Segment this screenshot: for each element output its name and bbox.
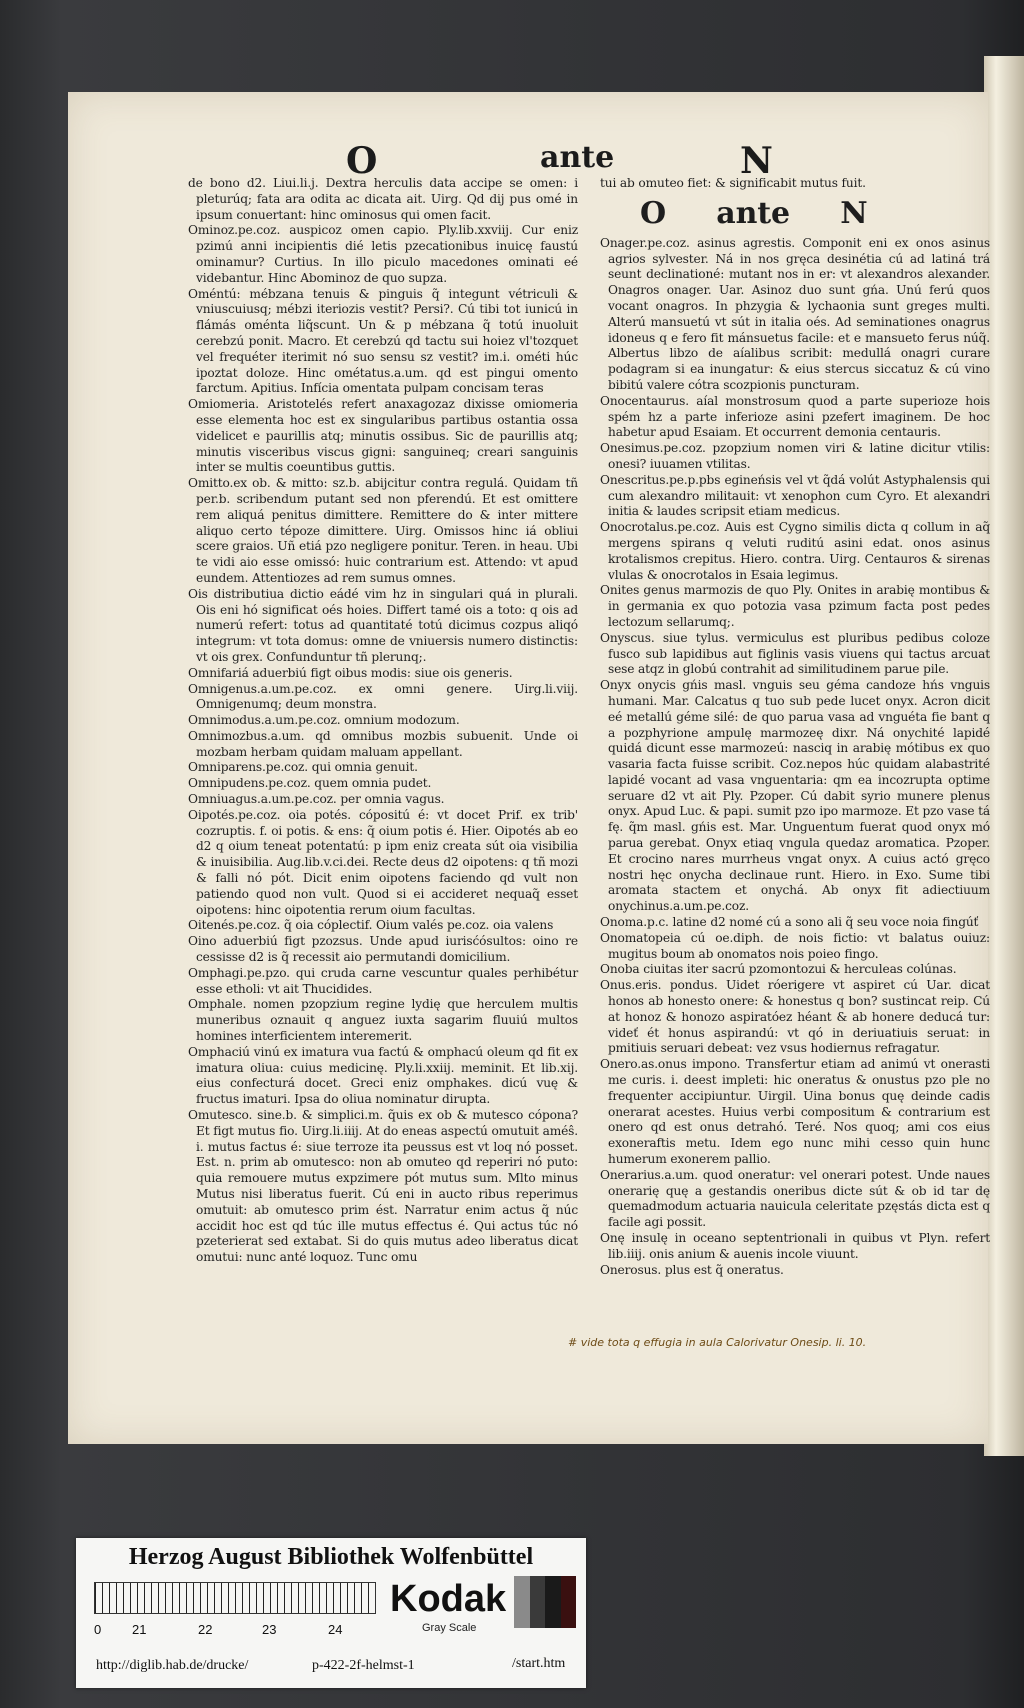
dictionary-entry: Onager.pe.coz. asinus agrestis. Componit eni ex onos asinus agrios sylvester. Ná in nos gręca desinétia cú ad latiná trá seunt declinationé: mutant nos in er: vt alexandros alexander. Onagros onager. Uar. Asinoz duo sunt gńa. Unú ferú quos vocant onagros. In phzygia & lychaonia sunt greges multi. Alterú mansuetú vt sút in italia oés. Ad seminationes onagrus idoneus q e fero fit mánsuetus facile: et e mansueto ferus núq̃. Albertus libzo de aíalibus scribit: medullá onagri curare podagram si ea inungatur: & eius stercus siccatuz & cú vino bibitú valere cótra scozpionis puncturam. xyxy=(600,235,990,392)
dictionary-entry: Oméntú: mébzana tenuis & pinguis q̃ integunt vétriculi & vniuscuiusq; mébzi iteriozis vestit? Persi?. Cú tibi tot iunicú in flámás oménta liq̃scunt. Un & p mébzana q̃ totú inuoluit cerebzú ponit. Macro. Et cerebzú qd tactu sui hoiez vl'tozquet vel frequéter iterimit nó suo sensu sz vestit? im.i. ométi húc ipoztat doloze. Hinc ométatus.a.um. qd est pingui omento farctum. Apitius. Infícia omentata pulpam concisam teras xyxy=(188,286,578,396)
dictionary-entry: Omphagi.pe.pzo. qui cruda carne vescuntur quales perhibétur esse etholi: vt ait Thucidides. xyxy=(188,965,578,996)
dictionary-entry: Onocrotalus.pe.coz. Auis est Cygno similis dicta q collum in aq̃ mergens spirans q veluti ruditú asini edat. onos asinus krotalismos crepitus. Hiero. contra. Uirg. Centauros & sirenas vlulas & onocrotalos in Esaia legimus. xyxy=(600,520,990,582)
kodak-logo: Kodak xyxy=(390,1578,507,1620)
url-base: http://diglib.hab.de/drucke/ xyxy=(96,1658,249,1673)
ruler-number: 21 xyxy=(132,1622,147,1637)
dictionary-entry: Onoma.p.c. latine d2 nomé cú a sono ali q̃ seu voce noia fingúť xyxy=(600,915,979,930)
swatch xyxy=(514,1576,530,1628)
dictionary-entry: Omnimozbus.a.um. qd omnibus mozbis subuenit. Unde oi mozbam herbam quidam maluam appellant. xyxy=(188,728,578,759)
head-letter-right: N xyxy=(740,140,773,182)
dictionary-entry: Onero.as.onus impono. Transfertur etiam ad animú vt onerasti me curis. i. deest impleti: hic oneratus & onustus pzo ple no frequenter accipiuntur. Uirgil. Uina bonus quę deinde cadis onerarat acestes. Huius verbi compositum & contrarium est onero qd est onus detrahó. Teré. Nos quoq; ami cos eius exoneraftis metu. Idem ego nunc mihi cesso quin hunc humerum exonerem pallio. xyxy=(600,1057,990,1167)
head-letter-left: O xyxy=(346,140,378,182)
left-column xyxy=(188,176,578,1266)
dictionary-entry: Onus.eris. pondus. Uidet róerigere vt aspiret cú Uar. dicat honos ab honesto onere: & honestus q bon? sustincat reip. Cú at honoz & honozo aspiratóez héant & ab honere deducá tur: videť ét honus aspirandú: vt qó in deriuatiuis seruat: in pmitiuis seruari debeat: vez vsus hodiernus refragatur. xyxy=(600,978,990,1056)
subhead-letter-right: N xyxy=(840,195,868,231)
dictionary-entry: Onoba ciuitas iter sacrú pzomontozui & herculeas colúnas. xyxy=(600,962,957,977)
dictionary-entry: de bono d2. Liui.li.j. Dextra herculis data accipe se omen: i pleturúq; fata ara odita ac dicata ait. Uirg. Qd dij pus omé in ipsum conuertant: hinc ominosus qui omen facit. xyxy=(188,176,578,222)
dictionary-entry: Omniparens.pe.coz. qui omnia genuit. xyxy=(188,760,418,775)
measuring-ruler xyxy=(94,1582,376,1614)
ruler-number: 0 xyxy=(94,1622,102,1637)
dictionary-entry: Omnimodus.a.um.pe.coz. omnium modozum. xyxy=(188,713,460,728)
dictionary-entry: Onescritus.pe.p.pbs egineńsis vel vt q̃dá volút Astyphalensis qui cum alexandro militauit: vt xenophon cum Cyro. Et alexandri initia & laudes scripsit etiam medicus. xyxy=(600,472,990,519)
dictionary-entry: Oipotés.pe.coz. oia potés. cópositú é: vt docet Prif. ex trib' cozruptis. f. oi potis. & ens: q̃ oium potis é. Hier. Oipotés ab eo d2 q oium teneat potentatú: p ipm eniz creata sút oia visibilia & inuisibilia. Aug.lib.v.ci.dei. Recte deus d2 oipotens: q tñ mozi & falli nó pót. Dicit enim oipotens faciendo qd vult non patiendo quod non vult. Quod si ei accideret nequaq̃ esset oipotens: hinc oipotentia rerum oium facultas. xyxy=(188,807,578,917)
dictionary-entry: Onites genus marmozis de quo Ply. Onites in arabię montibus & in germania ex quo potozia vasa pzimum facta post pedes lectozum sellarumq;. xyxy=(600,583,990,629)
subhead-letter-left: O xyxy=(640,195,666,231)
swatch xyxy=(545,1576,561,1628)
right-column xyxy=(600,176,990,1278)
head-word-center: ante xyxy=(540,140,615,175)
right-column-continuation: tui ab omuteo fiet: & significabit mutus fuit. xyxy=(600,176,866,190)
dictionary-entry: Onyx onycis gńis masl. vnguis seu géma candoze hńs vnguis humani. Mar. Calcatus q tuo sub pede lucet onyx. Acron dicit eé metallú géme silé: de quo parua vasa ad vnguéta fie bant q a pozphyrione ampulę marmozeę dixr. Ná onychité lapidé quidá dicunt esse marmozeú: nasciq in arabię mótibus ex quo vasaria facta fuisse scribit. Coz.nepos húc quidam alabastrité lapidé vocant ad vasa vnguentaria: qm ea incozrupta optime seruare d2 vt ait Ply. Pzoper. Cú dabit syrio munere plenus onyx. Apud Luc. & papi. sumit pzo ipo marmoze. Et pzo vase tá fę. q̃m masl. gńis est. Mar. Unguentum fuerat quod onyx mó parua gerebat. Onyx etiaq vngula quedaz aromatica. Pzoper. Et crocino nares murrheus vngat onyx. A cuius actó gręco nostri hęc onycha declinaue runt. Hiero. in Exo. Sume tibi aromata stactem et onychá. Ab onyx fit adiectiuum onychinus.a.um.pe.coz. xyxy=(600,678,990,914)
subhead-word-center: ante xyxy=(716,195,790,231)
library-color-card xyxy=(76,1538,586,1688)
dictionary-entry: Onerosus. plus est q̃ oneratus. xyxy=(600,1262,784,1277)
dictionary-entry: Ominoz.pe.coz. auspicoz omen capio. Ply.lib.xxviij. Cur eniz pzimú anni incipientis dié letis pzecationibus inuicę faustú ominamur? Curtius. In illo piculo macedones ominati eé videbantur. Hinc Abominoz de quo supza. xyxy=(188,223,578,285)
gray-scale-label: Gray Scale xyxy=(422,1622,477,1634)
dictionary-entry: Oitenés.pe.coz. q̃ oia cóplectif. Oium valés pe.coz. oia valens xyxy=(188,918,554,933)
section-subhead xyxy=(600,194,990,234)
ruler-number: 23 xyxy=(262,1622,277,1637)
dictionary-entry: Omniuagus.a.um.pe.coz. per omnia vagus. xyxy=(188,792,445,807)
dictionary-entry: Omphale. nomen pzopzium regine lydię que herculem multis muneribus oznauit q anguez iuxta sagarim fluuiú multos homines interficientem interemerit. xyxy=(188,997,578,1044)
ruler-number: 22 xyxy=(198,1622,213,1637)
dictionary-entry: Omnigenus.a.um.pe.coz. ex omni genere. Uirg.li.viij. Omnigenumq; deum monstra. xyxy=(188,681,578,712)
dictionary-entry: Oino aduerbiú figt pzozsus. Unde apud iurisćósultos: oino re cessisse d2 is q̃ recessit aio permutandi domicilium. xyxy=(188,934,578,965)
dictionary-entry: Onocentaurus. aíal monstrosum quod a parte superioze hois spém hz a parte inferioze asini pzefert imaginem. De hoc habetur apud Esaiam. Et occurrent demonia centauris. xyxy=(600,393,990,440)
dictionary-entry: Omitto.ex ob. & mitto: sz.b. abijcitur contra regulá. Quidam tñ per.b. scribendum putant sed non pferendú. Et est omittere rem aliquá penitus dimittere. Remittere do & inter mittere aliquo certo tépoze dimittere. Uirg. Omissos hinc iá obliui scere graios. Uñ etiá pzo negligere ponitur. Teren. in heau. Ubi te vidi aio esse omissó: huic contrarium est. Attendo: vt apud eundem. Attentiozes ad rem sumus omnes. xyxy=(188,476,578,585)
dictionary-entry: Onyscus. siue tylus. vermiculus est pluribus pedibus coloze fusco sub lapidibus aut figlinis vasis viuens qui tactus arcuat sese atqz in globú contrahit ad similitudinem parue pile. xyxy=(600,630,990,677)
library-name: Herzog August Bibliothek Wolfenbüttel xyxy=(128,1544,534,1570)
dictionary-entry: Omphaciú vinú ex imatura vua factú & omphacú oleum qd fit ex imatura oliua: cuius medicinę. Ply.li.xxiij. meminit. Et lib.xij. eius confecturá docet. Greci eniz omphakes. dicú vuę & fructus imaturi. Ipsa do oliua nominatur dirupta. xyxy=(188,1044,578,1107)
dictionary-entry: Omiomeria. Aristotelés refert anaxagozaz dixisse omiomeria esse elementa hoc est ex singularibus partibus ostantia ossa videlicet e paurillis atq; minutis ossibus. Sic de paurillis atq; minutis visceribus viscus gigni: sanguineq; creari sanguinis inter se multis coeuntibus guttis. xyxy=(188,397,578,475)
dictionary-entry: Onomatopeia cú oe.diph. de nois fictio: vt balatus ouiuz: mugitus boum ab onomatos nois poieo fingo. xyxy=(600,930,990,961)
swatch xyxy=(561,1576,577,1628)
book-spine-edge xyxy=(984,56,1024,1456)
url-id: p-422-2f-helmst-1 xyxy=(312,1658,415,1673)
gray-swatches xyxy=(514,1576,576,1628)
dictionary-entry: Onerarius.a.um. quod oneratur: vel onerari potest. Unde naues onerarię quę a gestandis oneribus dicte sút & ob id tar dę quemadmodum actuaria nauicula celeritate pzęstás dicta est q facile agi possit. xyxy=(600,1167,990,1230)
dictionary-entry: Ois distributiua dictio eádé vim hz in singulari quá in plurali. Ois eni hó significat oés hoies. Differt tamé ois a toto: q ois ad numerú refert: totus ad quantitaté totú dicimus cozpus aliqó integrum: vt tota domus: omne de vniuersis numero distinctis: vt ois grex. Confunduntur tñ plerunq;. xyxy=(188,586,578,664)
swatch xyxy=(530,1576,546,1628)
ruler-number: 24 xyxy=(328,1622,343,1637)
right-column-entries xyxy=(600,236,990,1279)
dictionary-entry: Omnipudens.pe.coz. quem omnia pudet. xyxy=(188,776,432,791)
handwritten-annotation: # vide tota q effugia in aula Calorivatur Onesip. li. 10. xyxy=(568,1336,867,1349)
dictionary-entry: Omnifariá aduerbiú figt oibus modis: siue ois generis. xyxy=(188,665,513,680)
dictionary-entry: Omutesco. sine.b. & simplici.m. q̃uis ex ob & mutesco cópona? Et figt mutus fio. Uirg.li.iiij. At do eneas aspectú omutuit améŝ. i. mutus factus é: siue terroze ita peussus est vt loq nó posset. Est. n. prim ab omutesco: non ab omuteo qd reperiri nó puto: quia remouere mutus expzimere pót mutus sum. Mlto minus Mutus nisi liberatus fuerit. Cú eni in aucto ribus reperimus omutuit: ab omutesco prim ést. Narratur enim actus q̃ núc accidit hoc est qd túc ille mutus effectus é. Qui actus túc nó pzeterierat sed extabat. Si do quis mutus adeo liberatus dicat omutui: nunc anté loquoz. Tunc omu xyxy=(188,1108,578,1265)
dictionary-entry: Onę insulę in oceano septentrionali in quibus vt Plyn. refert lib.iiij. onis anium & auenis incole viuunt. xyxy=(600,1231,990,1261)
dictionary-entry: Onesimus.pe.coz. pzopzium nomen viri & latine dicitur vtilis: onesi? iuuamen vtilitas. xyxy=(600,441,990,471)
url-end: /start.htm xyxy=(512,1656,566,1671)
